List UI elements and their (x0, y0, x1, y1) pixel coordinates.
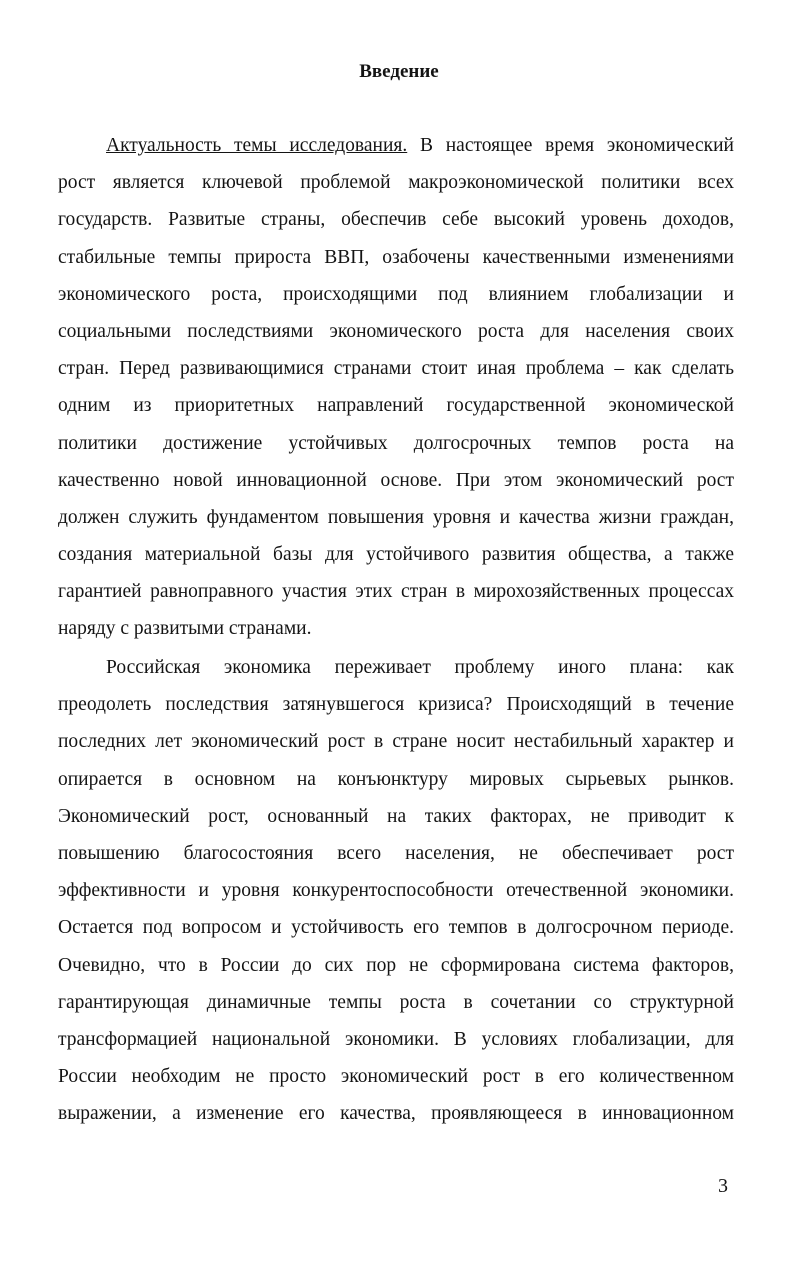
text-line: одним из приоритетных направлений государственной экономической (58, 395, 734, 417)
text-line: Остается под вопросом и устойчивость его темпов в долгосрочном периоде. (58, 917, 734, 939)
text-line: последних лет экономический рост в стране носит нестабильный характер и (58, 731, 734, 753)
text-line: трансформацией национальной экономики. В условиях глобализации, для (58, 1028, 734, 1050)
text-line: выражении, а изменение его качества, проявляющееся в инновационном (58, 1103, 734, 1125)
text-line: рост является ключевой проблемой макроэкономической политики всех (58, 172, 734, 194)
text-line: преодолеть последствия затянувшегося кризиса? Происходящий в течение (58, 694, 734, 716)
paragraph-russian-economy (58, 649, 734, 1132)
text-line: повышению благосостояния всего населения, не обеспечивает рост (58, 842, 734, 864)
section-lead-underlined: Актуальность темы исследования. (106, 135, 408, 156)
text-line: эффективности и уровня конкурентоспособности отечественной экономики. (58, 880, 734, 902)
text-line: экономического роста, происходящими под влиянием глобализации и (58, 283, 734, 305)
text-fragment: В настоящее время экономический (407, 135, 734, 156)
text-line: стран. Перед развивающимися странами стоит иная проблема – как сделать (58, 358, 734, 380)
text-line: наряду с развитыми странами. (58, 618, 312, 640)
text-line: Экономический рост, основанный на таких факторах, не приводит к (58, 805, 734, 827)
text-line: стабильные темпы прироста ВВП, озабочены качественными изменениями (58, 246, 734, 268)
text-line: гарантией равноправного участия этих стран в мирохозяйственных процессах (58, 581, 734, 603)
text-line: создания материальной базы для устойчивого развития общества, а также (58, 544, 734, 566)
text-line: Российская экономика переживает проблему иного плана: как (106, 657, 734, 678)
paragraph-relevance (58, 127, 734, 648)
text-line: Очевидно, что в России до сих пор не сформирована система факторов, (58, 954, 734, 976)
text-line: гарантирующая динамичные темпы роста в сочетании со структурной (58, 991, 734, 1013)
text-line: должен служить фундаментом повышения уровня и качества жизни граждан, (58, 506, 734, 528)
text-line: государств. Развитые страны, обеспечив себе высокий уровень доходов, (58, 209, 734, 231)
page-number: 3 (718, 1175, 728, 1197)
text-line: политики достижение устойчивых долгосрочных темпов роста на (58, 432, 734, 454)
text-line: России необходим не просто экономический рост в его количественном (58, 1066, 734, 1088)
text-line (58, 127, 734, 164)
text-line: опирается в основном на конъюнктуру мировых сырьевых рынков. (58, 768, 734, 790)
text-line: качественно новой инновационной основе. При этом экономический рост (58, 469, 734, 491)
text-line: социальными последствиями экономического роста для населения своих (58, 320, 734, 342)
page-title: Введение (359, 61, 439, 82)
